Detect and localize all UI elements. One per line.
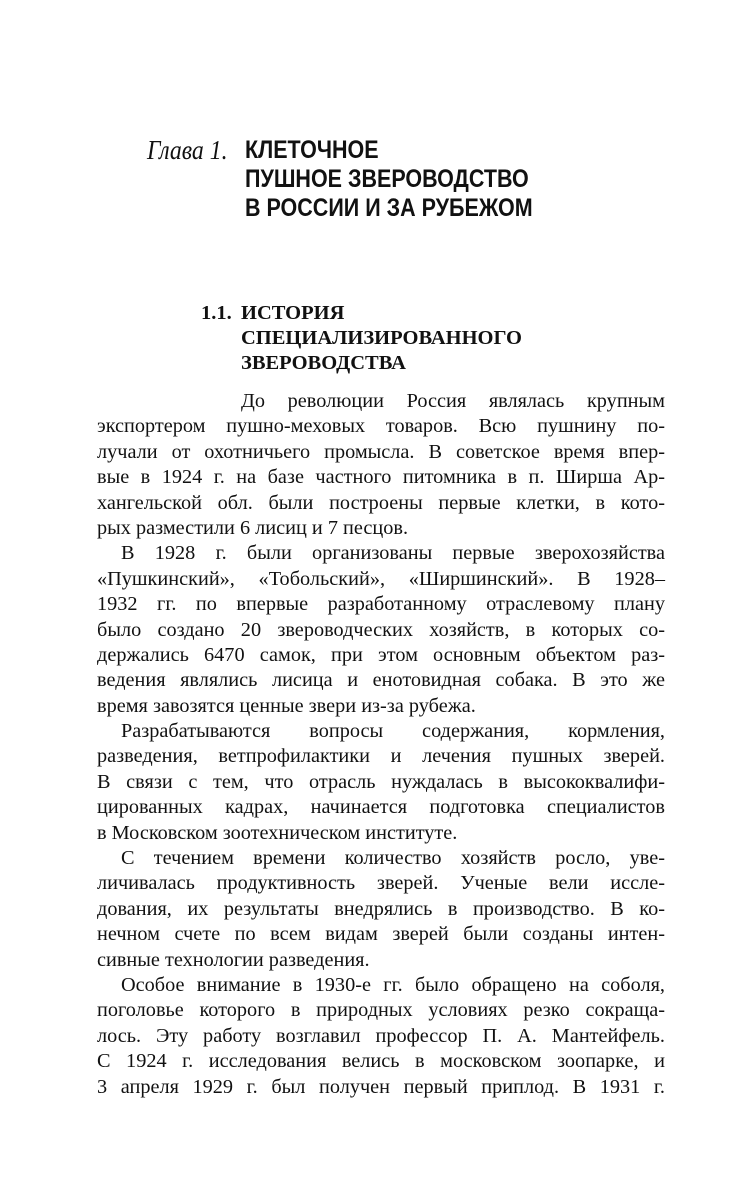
text-line: 3 апреля 1929 г. был получен первый приплод. В 1931 г. — [97, 1075, 665, 1098]
text-line: «Пушкинский», «Тобольский», «Ширшинский». В 1928– — [97, 567, 665, 590]
body-text — [97, 389, 665, 1100]
text-line: Разрабатываются вопросы содержания, кормления, — [121, 720, 665, 743]
text-line: лось. Эту работу возглавил профессор П. А. Мантейфель. — [97, 1024, 665, 1047]
text-line: рых разместили 6 лисиц и 7 песцов. — [97, 516, 409, 539]
text-line: время завозятся ценные звери из-за рубежа. — [97, 694, 476, 717]
text-line: сивные технологии разведения. — [97, 948, 370, 971]
text-line: дования, их результаты внедрялись в производство. В ко- — [97, 897, 665, 920]
text-line: личивалась продуктивность зверей. Ученые вели иссле- — [97, 872, 665, 895]
text-line: вые в 1924 г. на базе частного питомника в п. Ширша Ар- — [97, 466, 665, 489]
text-line: поголовье которого в природных условиях резко сокраща- — [97, 999, 665, 1022]
text-line: держались 6470 самок, при этом основным объектом раз- — [97, 643, 665, 666]
section-title-line: ИСТОРИЯ — [241, 302, 345, 324]
text-line: Особое внимание в 1930-е гг. было обращено на соболя, — [121, 973, 665, 996]
section-title-line: ЗВЕРОВОДСТВА — [241, 352, 406, 374]
text-line: С течением времени количество хозяйств росло, уве- — [121, 847, 665, 870]
text-line: В связи с тем, что отрасль нуждалась в высококвалифи- — [97, 770, 665, 793]
text-line: 1932 гг. по впервые разработанному отраслевому плану — [97, 593, 665, 616]
chapter-title-line: КЛЕТОЧНОЕ — [245, 136, 379, 164]
text-line: В 1928 г. были организованы первые зверохозяйства — [121, 542, 665, 565]
text-line: До революции Россия являлась крупным — [241, 390, 665, 412]
chapter-title — [245, 136, 533, 223]
chapter-heading — [147, 136, 579, 223]
chapter-title-line: В РОССИИ И ЗА РУБЕЖОМ — [245, 194, 533, 222]
text-line: было создано 20 звероводческих хозяйств, в которых со- — [97, 618, 665, 641]
text-line: цированных кадрах, начинается подготовка специалистов — [97, 796, 665, 819]
section-number: 1.1. — [201, 302, 232, 324]
text-line: хангельской обл. были построены первые клетки, в кото- — [97, 491, 665, 514]
text-line: лучали от охотничьего промысла. В советское время впер- — [97, 440, 665, 463]
text-line: экспортером пушно-меховых товаров. Всю пушнину по- — [97, 415, 665, 438]
text-line: С 1924 г. исследования велись в московском зоопарке, и — [97, 1050, 665, 1073]
section-title — [241, 301, 522, 376]
text-line: в Московском зоотехническом институте. — [97, 821, 458, 844]
text-line: разведения, ветпрофилактики и лечения пушных зверей. — [97, 745, 665, 768]
chapter-title-line: ПУШНОЕ ЗВЕРОВОДСТВО — [245, 165, 529, 193]
section-heading — [201, 301, 522, 376]
chapter-prefix: Глава 1. — [147, 135, 228, 165]
text-line: нечном счете по всем видам зверей были созданы интен- — [97, 923, 665, 946]
section-title-line: СПЕЦИАЛИЗИРОВАННОГО — [241, 327, 522, 349]
text-line: ведения являлись лисица и енотовидная собака. В это же — [97, 669, 665, 692]
